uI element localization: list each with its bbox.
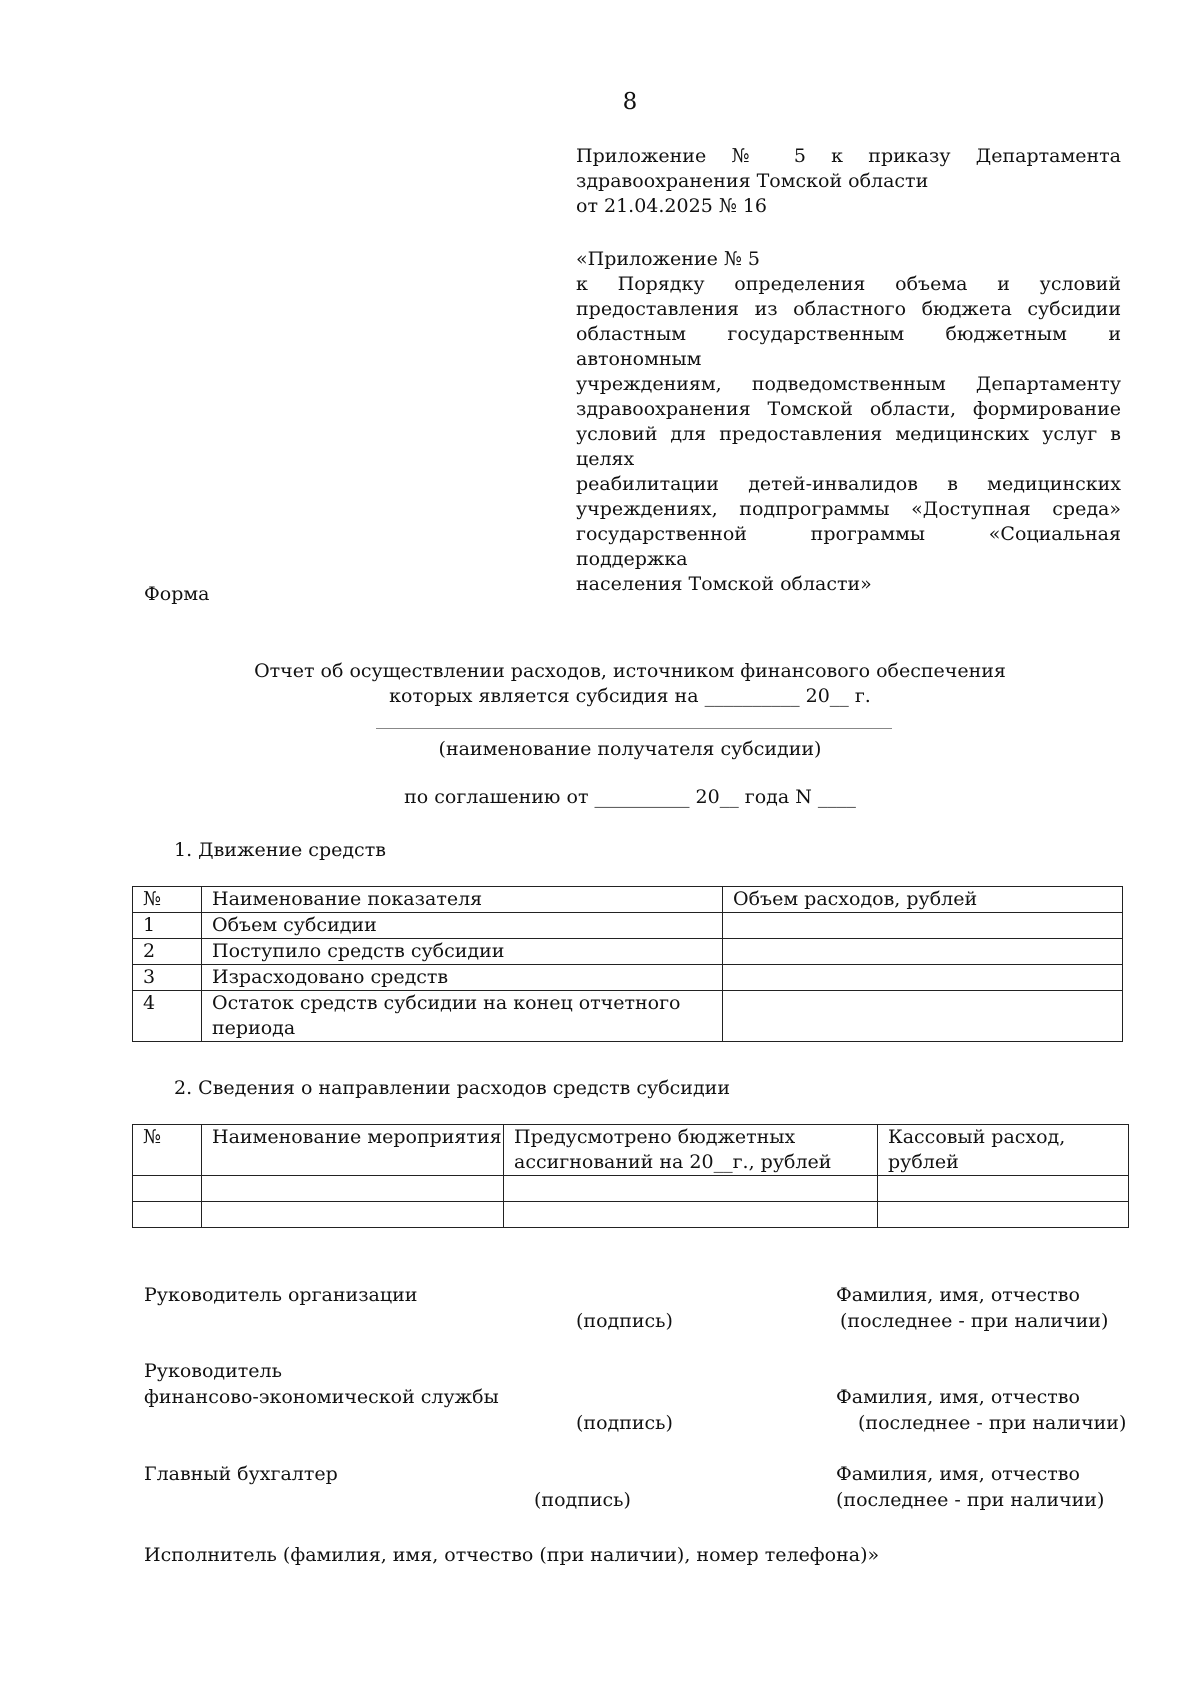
fio-label: Фамилия, имя, отчество bbox=[836, 1284, 1080, 1306]
table-cell[interactable] bbox=[202, 1202, 504, 1228]
appendix-order-line: от 21.04.2025 № 16 bbox=[576, 195, 768, 217]
header-cell: Кассовый расход, рублей bbox=[878, 1125, 1129, 1176]
signature-role-chief-accountant: Главный бухгалтер bbox=[144, 1463, 338, 1485]
table-row bbox=[133, 939, 1123, 965]
appendix-order-line: Приложение № 5 к приказу Департамента bbox=[576, 145, 1121, 167]
table-cell: 3 bbox=[133, 965, 202, 991]
recipient-caption: (наименование получателя субсидии) bbox=[438, 738, 822, 760]
header-cell: № bbox=[133, 887, 202, 913]
table-cell[interactable] bbox=[723, 965, 1123, 991]
signature-caption[interactable]: (подпись) bbox=[576, 1310, 673, 1332]
appendix-procedure-line: здравоохранения Томской области, формирование bbox=[576, 398, 1121, 420]
executor-line: Исполнитель (фамилия, имя, отчество (при наличии), номер телефона)» bbox=[144, 1544, 880, 1566]
table-cell[interactable] bbox=[133, 1202, 202, 1228]
section1-title: 1. Движение средств bbox=[174, 839, 386, 861]
fio-label: Фамилия, имя, отчество bbox=[836, 1463, 1080, 1485]
table-cell: Объем субсидии bbox=[202, 913, 723, 939]
table-row bbox=[133, 991, 1123, 1042]
signature-role-director: Руководитель организации bbox=[144, 1284, 418, 1306]
form-label: Форма bbox=[144, 583, 210, 605]
table-row bbox=[133, 913, 1123, 939]
table-cell: Остаток средств субсидии на конец отчетного периода bbox=[202, 991, 723, 1042]
recipient-name-line[interactable] bbox=[376, 728, 892, 729]
header-cell: Наименование мероприятия bbox=[202, 1125, 504, 1176]
header-cell: Объем расходов, рублей bbox=[723, 887, 1123, 913]
fio-note: (последнее - при наличии) bbox=[840, 1310, 1109, 1332]
appendix-procedure-line: областным государственным бюджетным и автономным bbox=[576, 323, 1121, 370]
table-cell[interactable] bbox=[878, 1202, 1129, 1228]
signature-role-finance-head-line2: финансово-экономической службы bbox=[144, 1386, 499, 1408]
table-cell[interactable] bbox=[504, 1202, 878, 1228]
section2-title: 2. Сведения о направлении расходов средств субсидии bbox=[174, 1077, 730, 1099]
signature-caption[interactable]: (подпись) bbox=[534, 1489, 631, 1511]
appendix-procedure-line: населения Томской области» bbox=[576, 573, 872, 595]
table-cell: Израсходовано средств bbox=[202, 965, 723, 991]
report-title: Отчет об осуществлении расходов, источником финансового обеспечения bbox=[254, 660, 1006, 682]
appendix-procedure-line: учреждениям, подведомственным Департаменту bbox=[576, 373, 1121, 395]
appendix-order-header bbox=[576, 144, 1121, 219]
header-cell: № bbox=[133, 1125, 202, 1176]
appendix-procedure-line: реабилитации детей-инвалидов в медицинских bbox=[576, 473, 1121, 495]
fio-note: (последнее - при наличии) bbox=[836, 1489, 1105, 1511]
table-cell[interactable] bbox=[723, 913, 1123, 939]
page-number: 8 bbox=[622, 89, 638, 115]
appendix-order-line: здравоохранения Томской области bbox=[576, 170, 929, 192]
agreement-line: по соглашению от __________ 20__ года N ____ bbox=[404, 786, 856, 808]
appendix-procedure-line: условий для предоставления медицинских услуг в целях bbox=[576, 423, 1121, 470]
funds-movement-table bbox=[132, 886, 1123, 1042]
appendix-procedure-header bbox=[576, 247, 1121, 597]
table-cell[interactable] bbox=[723, 991, 1123, 1042]
appendix-procedure-line: предоставления из областного бюджета субсидии bbox=[576, 298, 1121, 320]
table-cell: 4 bbox=[133, 991, 202, 1042]
signature-role-finance-head: Руководитель bbox=[144, 1360, 282, 1382]
table-cell: 2 bbox=[133, 939, 202, 965]
expense-directions-table bbox=[132, 1124, 1129, 1228]
table-cell: Поступило средств субсидии bbox=[202, 939, 723, 965]
fio-label: Фамилия, имя, отчество bbox=[836, 1386, 1080, 1408]
table-row bbox=[133, 965, 1123, 991]
header-cell: Наименование показателя bbox=[202, 887, 723, 913]
table-header-row bbox=[133, 887, 1123, 913]
signature-caption[interactable]: (подпись) bbox=[576, 1412, 673, 1434]
table-cell[interactable] bbox=[878, 1176, 1129, 1202]
appendix-procedure-line: государственной программы «Социальная поддержка bbox=[576, 523, 1121, 570]
appendix-procedure-line: к Порядку определения объема и условий bbox=[576, 273, 1121, 295]
appendix-procedure-line: «Приложение № 5 bbox=[576, 248, 760, 270]
table-cell[interactable] bbox=[723, 939, 1123, 965]
table-cell: 1 bbox=[133, 913, 202, 939]
table-cell[interactable] bbox=[504, 1176, 878, 1202]
header-cell: Предусмотрено бюджетных ассигнований на 20__г., рублей bbox=[504, 1125, 878, 1176]
table-row bbox=[133, 1176, 1129, 1202]
table-cell[interactable] bbox=[202, 1176, 504, 1202]
fio-note: (последнее - при наличии) bbox=[858, 1412, 1127, 1434]
report-title-period: которых является субсидия на __________ 20__ г. bbox=[389, 685, 871, 707]
table-cell[interactable] bbox=[133, 1176, 202, 1202]
appendix-procedure-line: учреждениях, подпрограммы «Доступная среда» bbox=[576, 498, 1121, 520]
table-header-row bbox=[133, 1125, 1129, 1176]
table-row bbox=[133, 1202, 1129, 1228]
